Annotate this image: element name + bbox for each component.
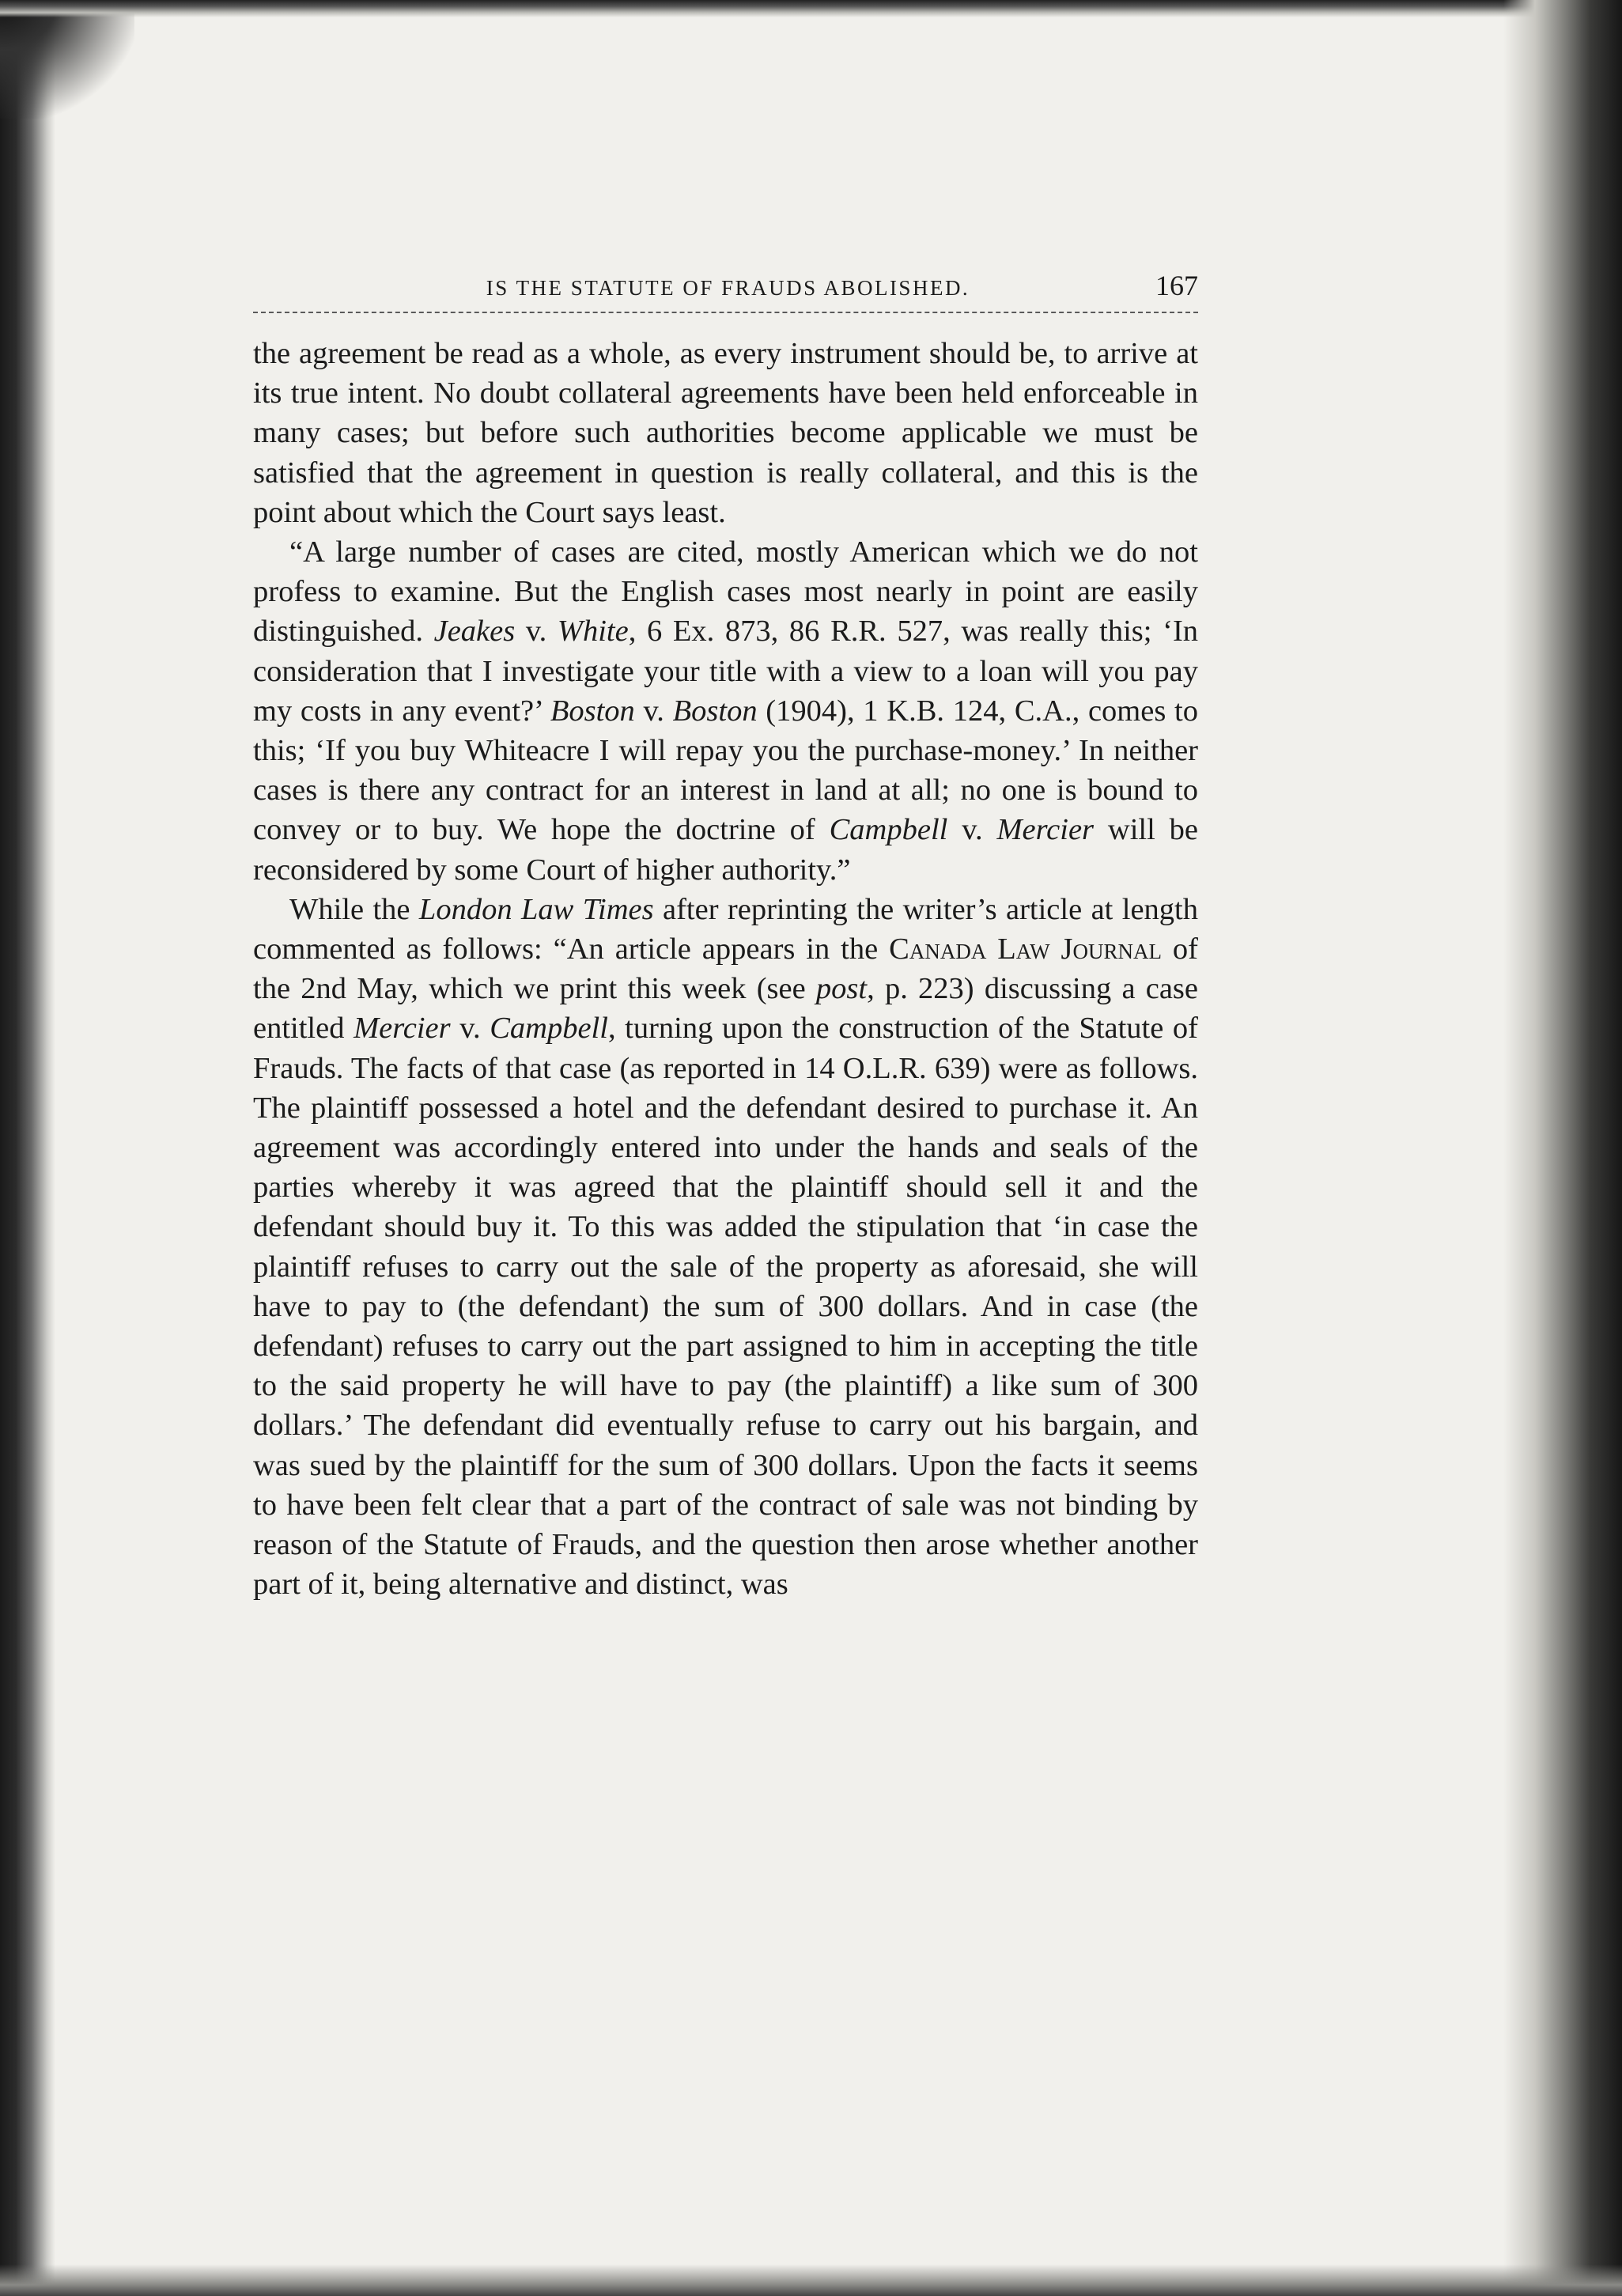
text-run: v. [634, 694, 673, 728]
small-caps-title: Canada Law Journal [889, 932, 1162, 966]
italic-citation: Mercier [354, 1012, 451, 1046]
text-run: v. [450, 1012, 490, 1046]
text-run: , 6 Ex. 873, 86 R.R. 527, was really this; ‘In consideration that I investigate your title with a view to a loan will you pay my costs in any event?’ [253, 615, 1199, 728]
text-run: v. [515, 615, 558, 649]
scan-shadow-left [0, 0, 55, 2296]
paragraph [253, 532, 1198, 890]
italic-citation: post [815, 972, 868, 1006]
scan-shadow-corner [0, 0, 134, 119]
text-run: the agreement be read as a whole, as every instrument should be, to arrive at its true intent. No doubt collateral agreements have been held enforceable in many cases; but before such authorities become applicable we must be satisfied that the agreement in question is really collateral, and this is the point about which the Court says least. [253, 337, 1198, 529]
page-number: 167 [1155, 270, 1198, 301]
italic-citation: Mercier [996, 813, 1095, 847]
italic-citation: Boston [672, 694, 758, 728]
paragraph [253, 890, 1198, 1605]
text-run: , turning upon the construction of the Statute of Frauds. The facts of that case (as reported in 14 O.L.R. 639) were as follows. The plaintiff possessed a hotel and the defendant desired to purchase it. An agreement was accordingly entered into under the hands and seals of the parties whereby it was agreed that the plaintiff should sell it and the defendant should buy it. To this was added the stipulation that ‘in case the plaintiff refuses to carry out the sale of the property as aforesaid, she will have to pay to (the defendant) the sum of 300 dollars. And in case (the defendant) refuses to carry out the part assigned to him in accepting the title to the said property he will have to pay (the plaintiff) a like sum of 300 dollars.’ The defendant did eventually refuse to carry out his bargain, and was sued by the plaintiff for the sum of 300 dollars. Upon the facts it seems to have been felt clear that a part of the contract of sale was not binding by reason of the Statute of Frauds, and the question then arose whether another part of it, being alternative and distinct, was [253, 1012, 1199, 1602]
scan-shadow-top [0, 0, 1622, 17]
running-title: IS THE STATUTE OF FRAUDS ABOLISHED. [486, 276, 970, 300]
italic-citation: London Law Times [418, 892, 654, 926]
scan-shadow-bottom [0, 2264, 1622, 2296]
italic-citation: Jeakes [433, 615, 516, 649]
body-text [253, 334, 1198, 1605]
text-run: , p. 223) discussing a case entitled [253, 972, 1198, 1046]
text-run: v. [947, 813, 997, 847]
book-page [253, 269, 1198, 1605]
text-run: will be reconsidered by some Court of higher authority.” [253, 813, 1199, 887]
scan-shadow-right [1503, 0, 1622, 2296]
italic-citation: White [557, 615, 629, 649]
running-head [253, 269, 1198, 313]
text-run: “A large number of cases are cited, mostly American which we do not profess to examine. But the English cases most nearly in point are easily distinguished. [253, 535, 1198, 649]
paragraph [253, 334, 1198, 532]
italic-citation: Boston [550, 694, 635, 728]
text-run: While the [289, 892, 419, 926]
italic-citation: Campbell [829, 813, 948, 847]
italic-citation: Campbell [490, 1012, 608, 1046]
text-run: (1904), 1 K.B. 124, C.A., comes to this; ‘If you buy Whiteacre I will repay you the purchase-money.’ In neither cases is there any contract for an interest in land at all; no one is bound to convey or to buy. We hope the doctrine of [253, 694, 1198, 847]
text-run: after reprinting the writer’s article at length commented as follows: “An article appears in the [253, 892, 1199, 966]
text-run: of the 2nd May, which we print this week (see [253, 932, 1198, 1006]
